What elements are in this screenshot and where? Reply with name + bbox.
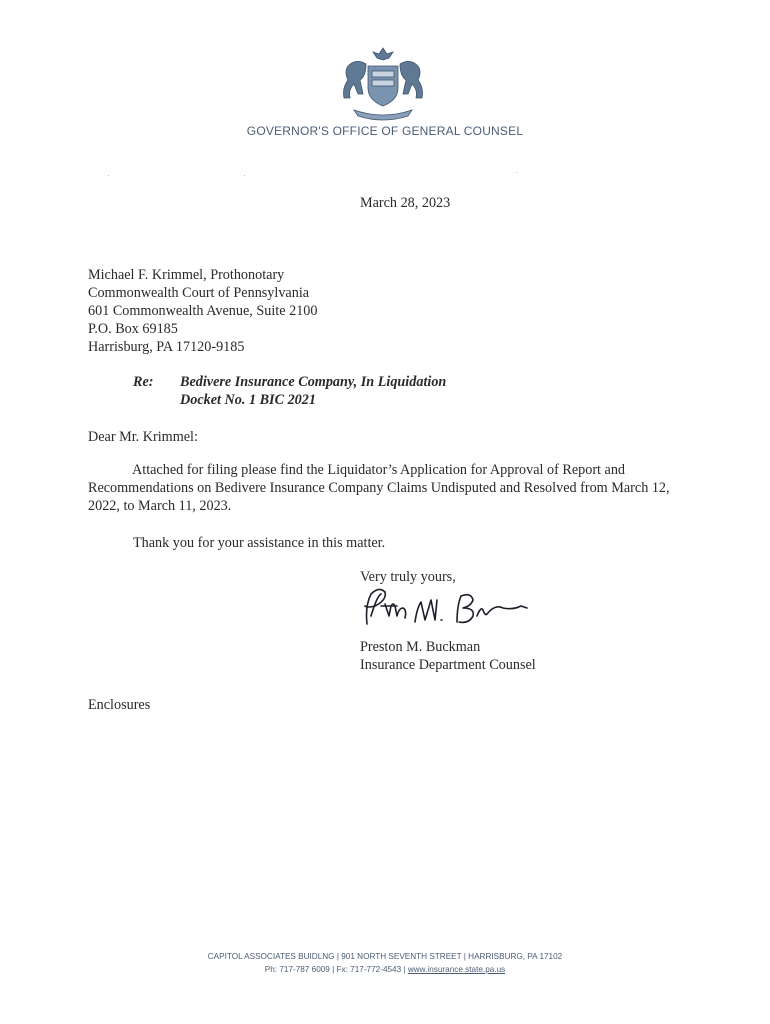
letter-date: March 28, 2023 — [360, 195, 451, 211]
recipient-line: Michael F. Krimmel, Prothonotary — [88, 267, 285, 283]
re-line: Docket No. 1 BIC 2021 — [180, 392, 316, 408]
recipient-line: 601 Commonwealth Avenue, Suite 2100 — [88, 303, 318, 319]
letterhead-footer — [0, 950, 770, 976]
pennsylvania-coat-of-arms-icon — [328, 44, 438, 124]
body-paragraph — [88, 461, 678, 515]
recipient-line: Commonwealth Court of Pennsylvania — [88, 285, 310, 301]
re-subject — [180, 373, 446, 409]
closing: Very truly yours, — [360, 569, 456, 585]
enclosures-note: Enclosures — [88, 697, 151, 713]
recipient-line: Harrisburg, PA 17120-9185 — [88, 339, 245, 355]
paragraph-text: Attached for filing please find the Liquidator’s Application for Approval of Report and Recommendations on Bedivere Insurance Company Claims Undisputed and Resolved from March 12, 2022, to March 11, 2023. — [88, 462, 670, 514]
recipient-address — [88, 266, 317, 356]
signer-title: Insurance Department Counsel — [360, 657, 536, 673]
footer-contact — [0, 963, 770, 976]
re-label: Re: — [133, 374, 154, 390]
signer-name: Preston M. Buckman — [360, 639, 481, 655]
scan-speck — [516, 172, 517, 173]
footer-phone-fax: Ph: 717-787 6009 | Fx: 717-772-4543 | — [264, 965, 408, 974]
recipient-line: P.O. Box 69185 — [88, 321, 178, 337]
scan-speck — [244, 175, 245, 176]
thanks-paragraph: Thank you for your assistance in this matter. — [133, 535, 386, 551]
handwritten-signature — [345, 580, 545, 640]
salutation: Dear Mr. Krimmel: — [88, 429, 198, 445]
signer-block — [360, 638, 536, 674]
office-name: GOVERNOR'S OFFICE OF GENERAL COUNSEL — [246, 124, 524, 138]
footer-address: CAPITOL ASSOCIATES BUIDLNG | 901 NORTH SEVENTH STREET | HARRISBURG, PA 17102 — [207, 952, 563, 961]
re-line: Bedivere Insurance Company, In Liquidation — [180, 374, 447, 390]
scan-speck — [108, 175, 109, 176]
footer-website-link[interactable]: www.insurance.state.pa.us — [407, 965, 506, 974]
